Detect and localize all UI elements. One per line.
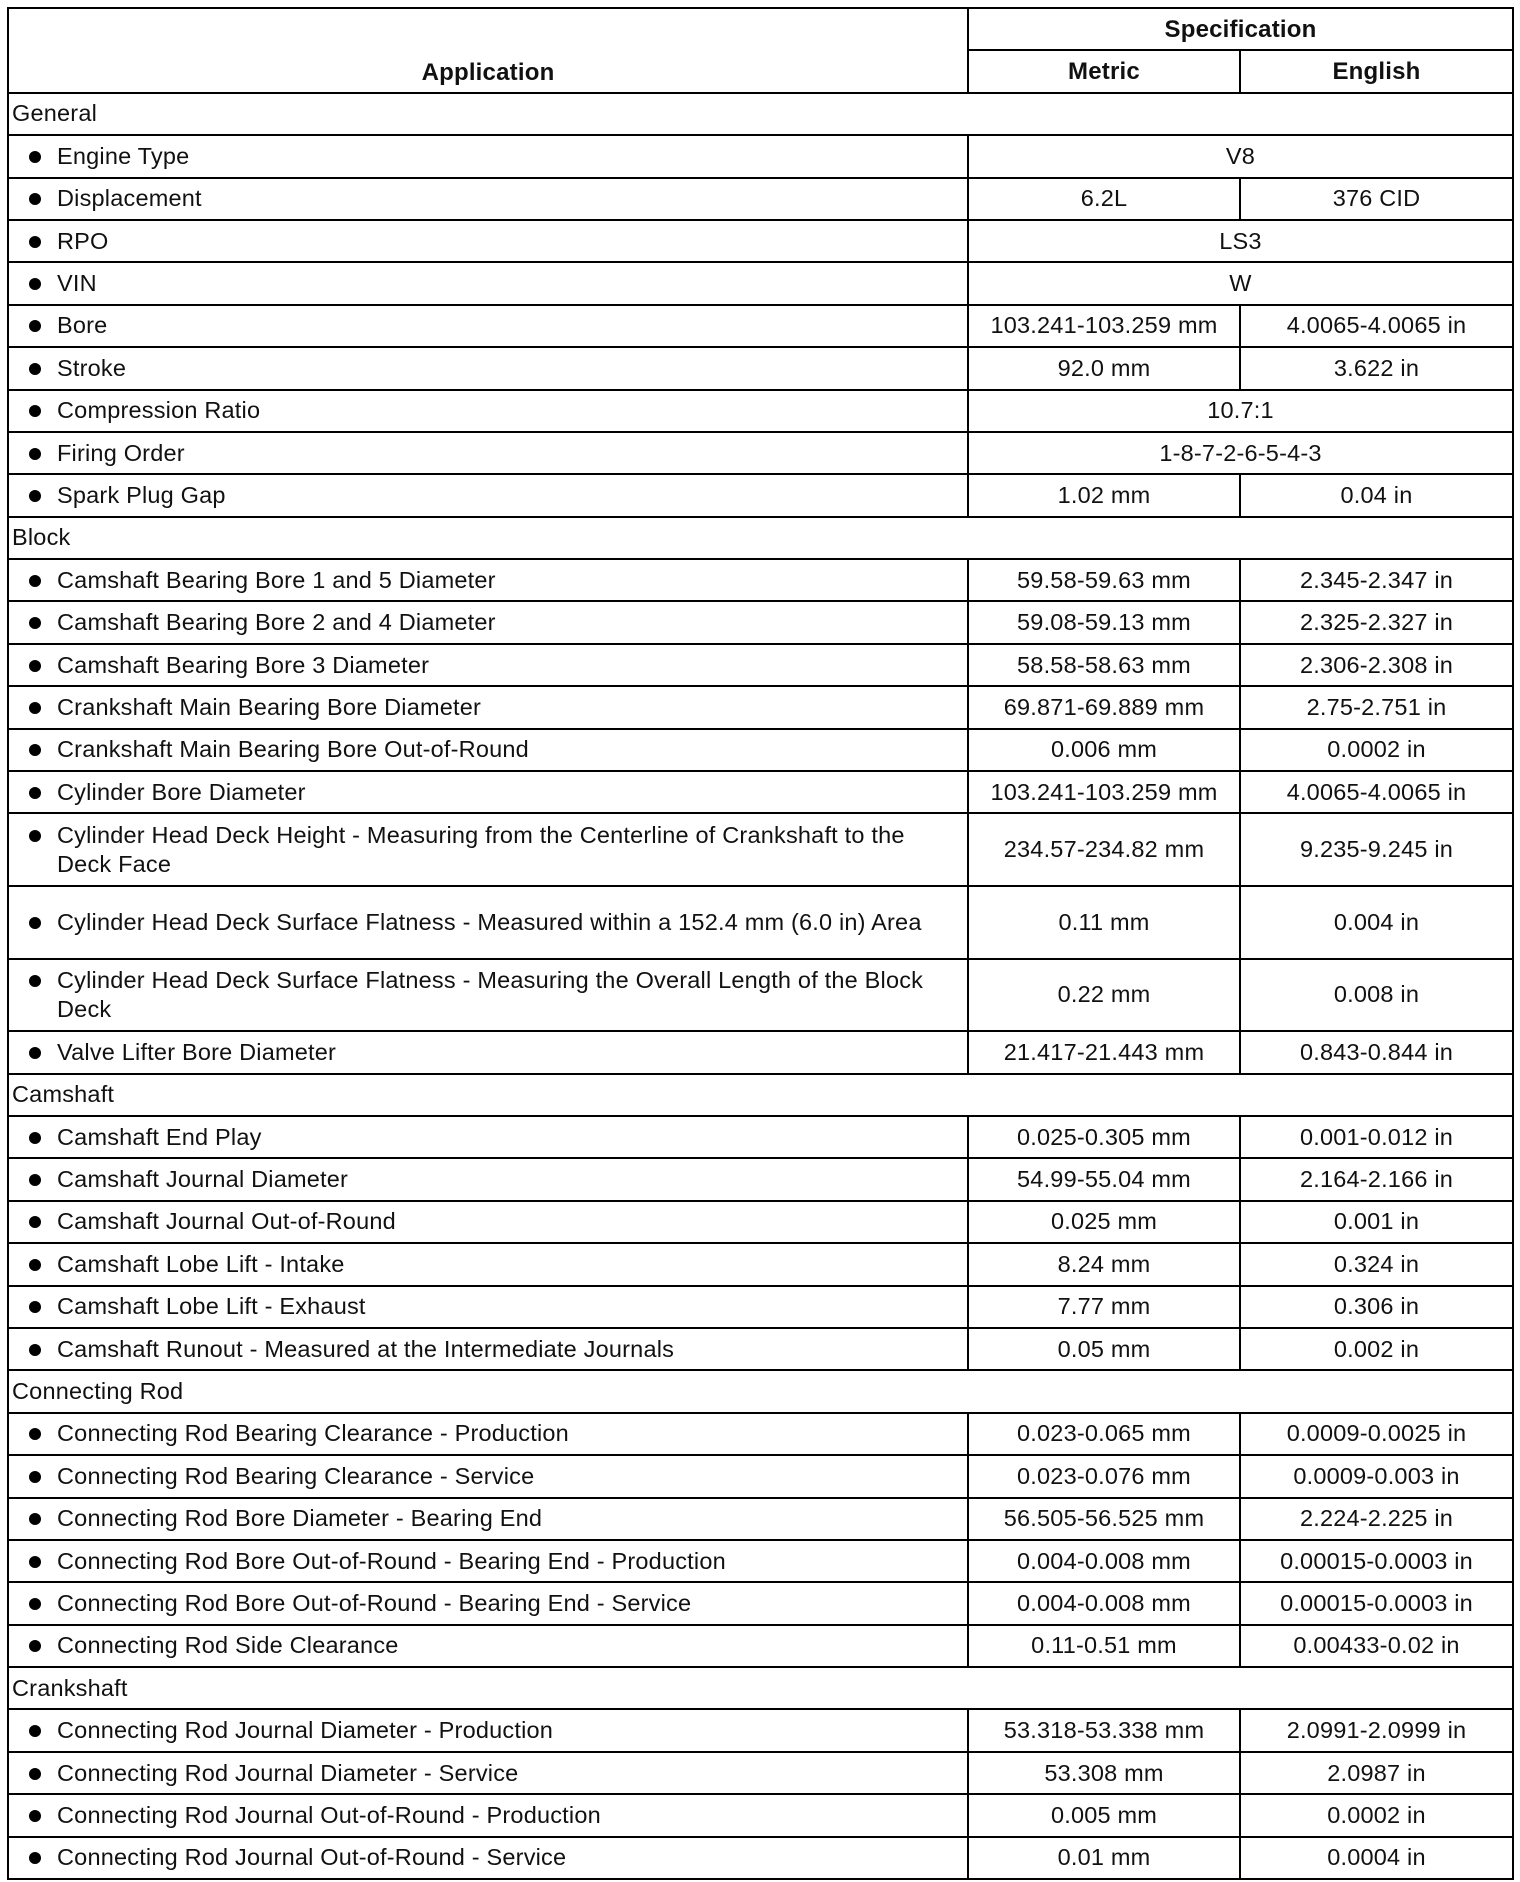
table-row	[8, 959, 1513, 1032]
english-value: 0.008 in	[1240, 959, 1513, 1032]
english-value: 4.0065-4.0065 in	[1240, 771, 1513, 813]
metric-value: 0.023-0.065 mm	[968, 1413, 1240, 1455]
application-cell	[8, 601, 968, 643]
metric-value: 0.01 mm	[968, 1837, 1240, 1879]
specification-value: 10.7:1	[968, 390, 1513, 432]
metric-value: 0.023-0.076 mm	[968, 1455, 1240, 1497]
table-row	[8, 262, 1513, 304]
metric-value: 6.2L	[968, 178, 1240, 220]
table-row	[8, 1328, 1513, 1370]
application-label: Connecting Rod Journal Out-of-Round - Service	[57, 1844, 567, 1871]
metric-value: 234.57-234.82 mm	[968, 813, 1240, 886]
table-row	[8, 474, 1513, 516]
english-value: 0.0002 in	[1240, 1794, 1513, 1836]
application-cell	[8, 886, 968, 959]
table-row	[8, 1709, 1513, 1751]
metric-value: 59.08-59.13 mm	[968, 601, 1240, 643]
application-cell	[8, 1837, 968, 1879]
application-label: Camshaft Bearing Bore 3 Diameter	[57, 651, 430, 678]
metric-value: 0.22 mm	[968, 959, 1240, 1032]
section-title: Connecting Rod	[8, 1370, 1513, 1412]
bullet-icon	[29, 320, 41, 332]
bullet-icon	[29, 1174, 41, 1186]
section-title: General	[8, 93, 1513, 135]
application-cell	[8, 1328, 968, 1370]
bullet-icon	[29, 151, 41, 163]
english-value: 0.306 in	[1240, 1286, 1513, 1328]
english-value: 2.0991-2.0999 in	[1240, 1709, 1513, 1751]
bullet-icon	[29, 1852, 41, 1864]
bullet-icon	[29, 193, 41, 205]
bullet-icon	[29, 830, 41, 842]
table-row	[8, 813, 1513, 886]
english-value: 0.0002 in	[1240, 729, 1513, 771]
application-label: Camshaft Bearing Bore 1 and 5 Diameter	[57, 566, 496, 593]
metric-column-header: Metric	[968, 50, 1240, 92]
english-value: 3.622 in	[1240, 347, 1513, 389]
bullet-icon	[29, 660, 41, 672]
bullet-icon	[29, 917, 41, 929]
table-row	[8, 1582, 1513, 1624]
application-cell	[8, 347, 968, 389]
application-cell	[8, 178, 968, 220]
english-value: 0.002 in	[1240, 1328, 1513, 1370]
application-cell	[8, 1455, 968, 1497]
metric-value: 21.417-21.443 mm	[968, 1031, 1240, 1073]
application-label: Camshaft Journal Out-of-Round	[57, 1208, 396, 1235]
bullet-icon	[29, 405, 41, 417]
section-row	[8, 1370, 1513, 1412]
bullet-icon	[29, 1768, 41, 1780]
application-label: Cylinder Head Deck Surface Flatness - Measuring the Overall Length of the Block Deck	[57, 966, 924, 1022]
application-label: Connecting Rod Bearing Clearance - Service	[57, 1462, 535, 1489]
application-cell	[8, 135, 968, 177]
bullet-icon	[29, 278, 41, 290]
table-row	[8, 1794, 1513, 1836]
bullet-icon	[29, 448, 41, 460]
application-label: Bore	[57, 312, 108, 339]
table-row	[8, 601, 1513, 643]
application-cell	[8, 1752, 968, 1794]
application-cell	[8, 1794, 968, 1836]
application-cell	[8, 1031, 968, 1073]
section-title: Crankshaft	[8, 1667, 1513, 1709]
specification-value: V8	[968, 135, 1513, 177]
english-value: 0.00015-0.0003 in	[1240, 1582, 1513, 1624]
english-value: 2.325-2.327 in	[1240, 601, 1513, 643]
english-value: 2.0987 in	[1240, 1752, 1513, 1794]
application-label: Camshaft Lobe Lift - Exhaust	[57, 1293, 366, 1320]
table-row	[8, 390, 1513, 432]
application-cell	[8, 1540, 968, 1582]
application-cell	[8, 1498, 968, 1540]
application-label: Connecting Rod Bore Out-of-Round - Bearing End - Production	[57, 1547, 726, 1574]
application-label: Compression Ratio	[57, 397, 261, 424]
specification-value: LS3	[968, 220, 1513, 262]
application-label: Camshaft Bearing Bore 2 and 4 Diameter	[57, 609, 496, 636]
metric-value: 92.0 mm	[968, 347, 1240, 389]
table-row	[8, 1031, 1513, 1073]
application-label: RPO	[57, 227, 109, 254]
english-value: 0.001 in	[1240, 1201, 1513, 1243]
application-cell	[8, 220, 968, 262]
application-label: Connecting Rod Bore Out-of-Round - Bearing End - Service	[57, 1589, 692, 1616]
section-row	[8, 93, 1513, 135]
application-cell	[8, 432, 968, 474]
metric-value: 69.871-69.889 mm	[968, 686, 1240, 728]
table-row	[8, 1116, 1513, 1158]
bullet-icon	[29, 1259, 41, 1271]
table-row	[8, 1455, 1513, 1497]
application-cell	[8, 474, 968, 516]
english-value: 0.004 in	[1240, 886, 1513, 959]
bullet-icon	[29, 236, 41, 248]
table-body	[8, 93, 1513, 1879]
application-cell	[8, 686, 968, 728]
application-label: Engine Type	[57, 142, 190, 169]
english-value: 0.00015-0.0003 in	[1240, 1540, 1513, 1582]
bullet-icon	[29, 1725, 41, 1737]
application-label: VIN	[57, 270, 97, 297]
english-value: 0.0004 in	[1240, 1837, 1513, 1879]
application-cell	[8, 262, 968, 304]
table-row	[8, 1243, 1513, 1285]
table-row	[8, 1752, 1513, 1794]
table-row	[8, 1837, 1513, 1879]
application-label: Connecting Rod Bearing Clearance - Production	[57, 1420, 569, 1447]
section-row	[8, 517, 1513, 559]
application-cell	[8, 390, 968, 432]
table-row	[8, 1413, 1513, 1455]
application-label: Cylinder Bore Diameter	[57, 778, 306, 805]
metric-value: 53.318-53.338 mm	[968, 1709, 1240, 1751]
english-value: 0.0009-0.0025 in	[1240, 1413, 1513, 1455]
section-title: Block	[8, 517, 1513, 559]
application-cell	[8, 305, 968, 347]
application-cell	[8, 771, 968, 813]
application-label: Camshaft Journal Diameter	[57, 1166, 349, 1193]
table-row	[8, 135, 1513, 177]
section-row	[8, 1074, 1513, 1116]
bullet-icon	[29, 490, 41, 502]
bullet-icon	[29, 744, 41, 756]
application-label: Camshaft End Play	[57, 1123, 262, 1150]
bullet-icon	[29, 975, 41, 987]
table-row	[8, 771, 1513, 813]
table-row	[8, 347, 1513, 389]
bullet-icon	[29, 1513, 41, 1525]
application-label: Camshaft Lobe Lift - Intake	[57, 1250, 345, 1277]
application-cell	[8, 1582, 968, 1624]
table-row	[8, 1286, 1513, 1328]
bullet-icon	[29, 1640, 41, 1652]
table-row	[8, 220, 1513, 262]
engine-specification-table	[7, 7, 1514, 1880]
application-label: Crankshaft Main Bearing Bore Diameter	[57, 693, 482, 720]
bullet-icon	[29, 363, 41, 375]
metric-value: 103.241-103.259 mm	[968, 305, 1240, 347]
application-cell	[8, 559, 968, 601]
bullet-icon	[29, 1132, 41, 1144]
metric-value: 7.77 mm	[968, 1286, 1240, 1328]
application-cell	[8, 813, 968, 886]
application-label: Connecting Rod Journal Diameter - Service	[57, 1759, 519, 1786]
english-value: 2.345-2.347 in	[1240, 559, 1513, 601]
english-column-header: English	[1240, 50, 1513, 92]
bullet-icon	[29, 1301, 41, 1313]
metric-value: 53.308 mm	[968, 1752, 1240, 1794]
metric-value: 0.11-0.51 mm	[968, 1625, 1240, 1667]
application-label: Connecting Rod Journal Diameter - Production	[57, 1717, 554, 1744]
bullet-icon	[29, 1216, 41, 1228]
metric-value: 8.24 mm	[968, 1243, 1240, 1285]
metric-value: 0.025-0.305 mm	[968, 1116, 1240, 1158]
table-row	[8, 1201, 1513, 1243]
bullet-icon	[29, 1471, 41, 1483]
application-cell	[8, 1158, 968, 1200]
english-value: 2.224-2.225 in	[1240, 1498, 1513, 1540]
metric-value: 59.58-59.63 mm	[968, 559, 1240, 601]
application-label: Firing Order	[57, 439, 185, 466]
metric-value: 0.025 mm	[968, 1201, 1240, 1243]
metric-value: 54.99-55.04 mm	[968, 1158, 1240, 1200]
bullet-icon	[29, 1047, 41, 1059]
metric-value: 0.004-0.008 mm	[968, 1582, 1240, 1624]
english-value: 0.0009-0.003 in	[1240, 1455, 1513, 1497]
application-label: Spark Plug Gap	[57, 481, 226, 508]
application-label: Cylinder Head Deck Surface Flatness - Measured within a 152.4 mm (6.0 in) Area	[57, 908, 922, 935]
english-value: 0.843-0.844 in	[1240, 1031, 1513, 1073]
metric-value: 0.006 mm	[968, 729, 1240, 771]
metric-value: 1.02 mm	[968, 474, 1240, 516]
application-label: Valve Lifter Bore Diameter	[57, 1038, 337, 1065]
table-header	[8, 8, 1513, 93]
table-row	[8, 686, 1513, 728]
application-cell	[8, 1413, 968, 1455]
application-label: Connecting Rod Bore Diameter - Bearing End	[57, 1505, 543, 1532]
metric-value: 0.005 mm	[968, 1794, 1240, 1836]
english-value: 376 CID	[1240, 178, 1513, 220]
english-value: 2.164-2.166 in	[1240, 1158, 1513, 1200]
specification-value: 1-8-7-2-6-5-4-3	[968, 432, 1513, 474]
english-value: 0.001-0.012 in	[1240, 1116, 1513, 1158]
table-row	[8, 1158, 1513, 1200]
specification-value: W	[968, 262, 1513, 304]
application-label: Crankshaft Main Bearing Bore Out-of-Round	[57, 736, 529, 763]
metric-value: 0.004-0.008 mm	[968, 1540, 1240, 1582]
application-label: Stroke	[57, 354, 127, 381]
application-label: Connecting Rod Journal Out-of-Round - Production	[57, 1801, 601, 1828]
bullet-icon	[29, 1344, 41, 1356]
bullet-icon	[29, 702, 41, 714]
metric-value: 0.11 mm	[968, 886, 1240, 959]
table-row	[8, 1540, 1513, 1582]
application-label: Camshaft Runout - Measured at the Intermediate Journals	[57, 1335, 675, 1362]
metric-value: 103.241-103.259 mm	[968, 771, 1240, 813]
application-cell	[8, 1286, 968, 1328]
application-label: Displacement	[57, 185, 202, 212]
english-value: 2.306-2.308 in	[1240, 644, 1513, 686]
bullet-icon	[29, 1556, 41, 1568]
table-row	[8, 886, 1513, 959]
table-row	[8, 559, 1513, 601]
english-value: 9.235-9.245 in	[1240, 813, 1513, 886]
application-column-header: Application	[8, 8, 968, 93]
english-value: 2.75-2.751 in	[1240, 686, 1513, 728]
english-value: 0.04 in	[1240, 474, 1513, 516]
application-cell	[8, 1243, 968, 1285]
table-row	[8, 729, 1513, 771]
table-row	[8, 432, 1513, 474]
english-value: 0.324 in	[1240, 1243, 1513, 1285]
bullet-icon	[29, 1598, 41, 1610]
application-cell	[8, 959, 968, 1032]
metric-value: 58.58-58.63 mm	[968, 644, 1240, 686]
application-cell	[8, 1201, 968, 1243]
application-cell	[8, 1625, 968, 1667]
metric-value: 56.505-56.525 mm	[968, 1498, 1240, 1540]
bullet-icon	[29, 575, 41, 587]
table-row	[8, 1625, 1513, 1667]
section-title: Camshaft	[8, 1074, 1513, 1116]
application-label: Cylinder Head Deck Height - Measuring from the Centerline of Crankshaft to the Deck Face	[57, 821, 905, 877]
table-row	[8, 1498, 1513, 1540]
bullet-icon	[29, 787, 41, 799]
bullet-icon	[29, 1428, 41, 1440]
table-row	[8, 305, 1513, 347]
table-row	[8, 178, 1513, 220]
bullet-icon	[29, 617, 41, 629]
application-label: Connecting Rod Side Clearance	[57, 1632, 399, 1659]
metric-value: 0.05 mm	[968, 1328, 1240, 1370]
section-row	[8, 1667, 1513, 1709]
english-value: 0.00433-0.02 in	[1240, 1625, 1513, 1667]
application-cell	[8, 644, 968, 686]
application-cell	[8, 729, 968, 771]
table-row	[8, 644, 1513, 686]
application-cell	[8, 1116, 968, 1158]
bullet-icon	[29, 1810, 41, 1822]
english-value: 4.0065-4.0065 in	[1240, 305, 1513, 347]
application-cell	[8, 1709, 968, 1751]
specification-column-header: Specification	[968, 8, 1513, 50]
